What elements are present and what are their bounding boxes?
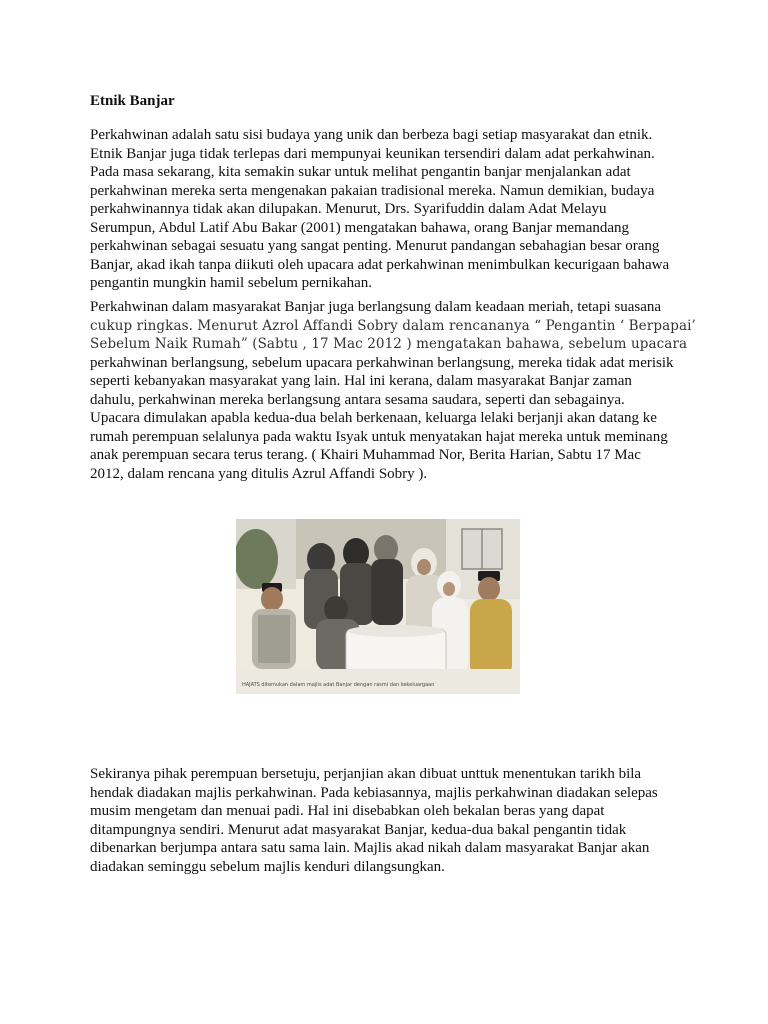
text-line: perkahwinannya tidak akan dilupakan. Menurut, Drs. Syarifuddin dalam Adat Melayu [90, 201, 607, 217]
text-line: 2012, dalam rencana yang ditulis Azrul Affandi Sobry ). [90, 465, 428, 482]
newspaper-photo [236, 519, 520, 694]
text-line: anak perempuan secara terus terang. ( Khairi Muhammad Nor, Berita Harian, Sabtu 17 Mac [90, 447, 641, 463]
text-line: diadakan seminggu sebelum majlis kenduri dilangsungkan. [90, 858, 445, 875]
text-line: seperti kebanyakan masyarakat yang lain. Hal ini kerana, dalam masyarakat Banjar zaman [90, 373, 632, 389]
photo-caption: HAJATS ditemukan dalam majlis adat Banjar dengan rasmi dan kekeluargaan [242, 682, 435, 688]
text-line-scanned: cukup ringkas. Menurut Azrol Affandi Sobry dalam rencananya “ Pengantin ‘ Berpapai’ [90, 317, 696, 334]
text-line: Upacara dimulakan apabla kedua-dua belah berkenaan, keluarga lelaki berjanji akan datang ke [90, 410, 657, 426]
text-line: Sekiranya pihak perempuan bersetuju, perjanjian akan dibuat unttuk menentukan tarikh bila [90, 766, 642, 782]
text-line: Pada masa sekarang, kita semakin sukar untuk melihat pengantin banjar menjalankan adat [90, 164, 631, 180]
text-line: ditampungnya sendiri. Menurut adat masyarakat Banjar, kedua-dua bakal pengantin tidak [90, 821, 627, 838]
text-line: hendak diadakan majlis perkahwinan. Pada kebiasannya, majlis perkahwinan diadakan selepas [90, 784, 658, 801]
family-gathering-image [236, 519, 520, 694]
text-line-scanned: Sebelum Naik Rumah” (Sabtu , 17 Mac 2012 ) mengatakan bahawa, sebelum upacara [90, 336, 688, 352]
text-line: Etnik Banjar juga tidak terlepas dari mempunyai keunikan tersendiri dalam adat perkahwinan. [90, 145, 655, 162]
text-line: dibenarkan berjumpa antara satu sama lain. Majlis akad nikah dalam masyarakat Banjar akan [90, 840, 650, 856]
paragraph-ceremony [90, 298, 696, 483]
paragraph-intro [90, 126, 690, 293]
text-line: perkahwinan berlangsung, sebelum upacara perkahwinan berlangsung, mereka tidak adat merisik [90, 354, 674, 371]
text-line: pengantin mungkin hamil sebelum pernikahan. [90, 275, 373, 291]
text-line: Perkahwinan dalam masyarakat Banjar juga berlangsung dalam keadaan meriah, tetapi suasana [90, 299, 662, 315]
text-line: perkahwinan sebagai sesuatu yang sangat penting. Menurut pandangan sebahagian besar orang [90, 238, 660, 254]
text-line: dahulu, perkahwinan mereka berlangsung antara sesama saudara, seperti dan sebagainya. [90, 391, 625, 408]
text-line: Banjar, akad ikah tanpa diikuti oleh upacara adat perkahwinan menimbulkan kecurigaan bahawa [90, 256, 670, 273]
document-title: Etnik Banjar [90, 93, 175, 109]
text-line: perkahwinan mereka serta mengenakan pakaian tradisional mereka. Namun demikian, budaya [90, 182, 655, 199]
text-line: musim mengetam dan menuai padi. Hal ini disebabkan oleh bekalan beras yang dapat [90, 803, 605, 819]
text-line: Serumpun, Abdul Latif Abu Bakar (2001) mengatakan bahawa, orang Banjar memandang [90, 219, 630, 236]
paragraph-agreement [90, 765, 690, 876]
text-line: rumah perempuan selalunya pada waktu Isyak untuk menyatakan hajat mereka untuk meminang [90, 428, 668, 445]
text-line: Perkahwinan adalah satu sisi budaya yang unik dan berbeza bagi setiap masyarakat dan etnik. [90, 127, 653, 143]
